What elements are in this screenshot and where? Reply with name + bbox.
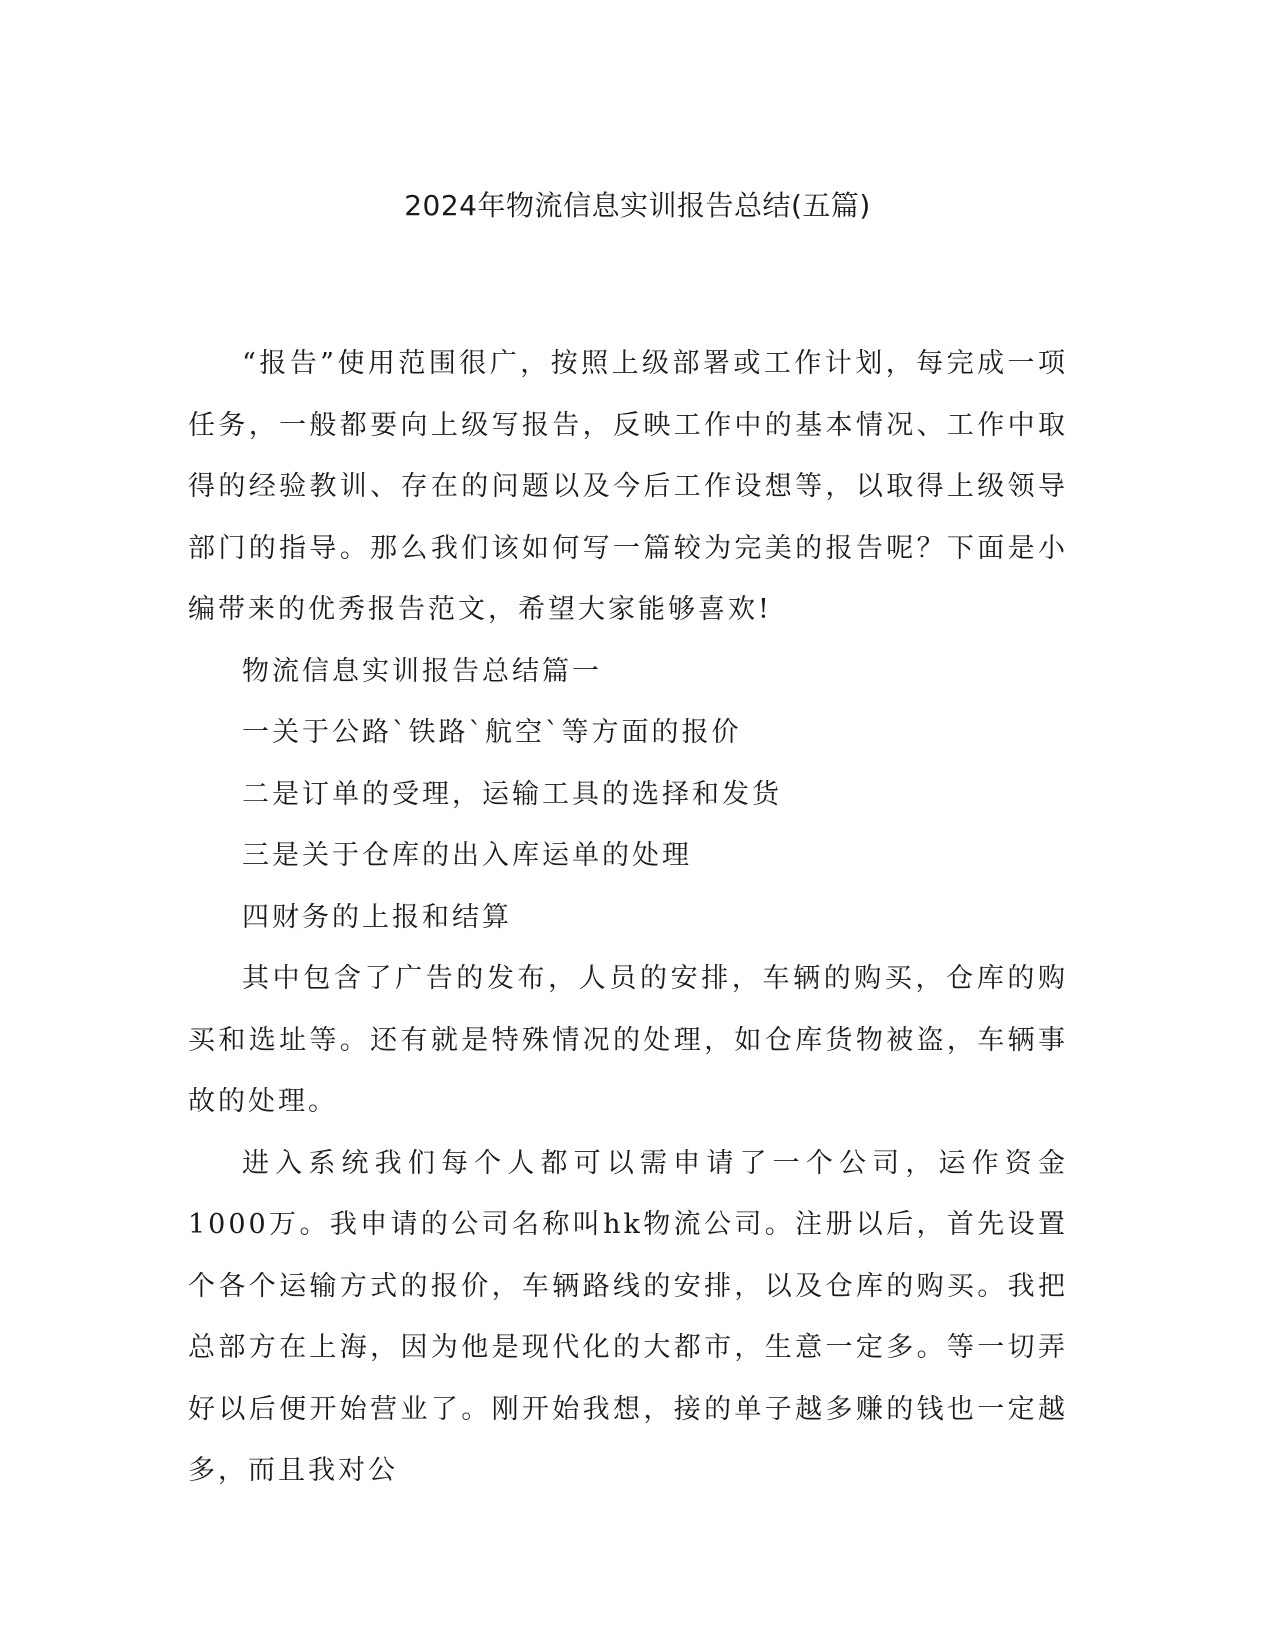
list-item: 三是关于仓库的出入库运单的处理 [242, 840, 692, 871]
list-item: 二是订单的受理，运输工具的选择和发货 [242, 778, 782, 810]
body-paragraph: 其中包含了广告的发布，人员的安排，车辆的购买，仓库的购买和选址等。还有就是特殊情况的处理，如仓库货物被盗，车辆事故的处理。 [188, 963, 1068, 1117]
list-item: 一关于公路`铁路`航空`等方面的报价 [242, 717, 742, 748]
document-title: 2024年物流信息实训报告总结(五篇) [404, 189, 871, 222]
intro-paragraph: “报告”使用范围很广，按照上级部署或工作计划，每完成一项任务，一般都要向上级写报告，反映工作中的基本情况、工作中取得的经验教训、存在的问题以及今后工作设想等，以取得上级领导部门的指导。那么我们该如何写一篇较为完美的报告呢？下面是小编带来的优秀报告范文，希望大家能够喜欢! [188, 348, 1068, 625]
body-paragraph: 进入系统我们每个人都可以需申请了一个公司，运作资金1000万。我申请的公司名称叫hk物流公司。注册以后，首先设置个各个运输方式的报价，车辆路线的安排，以及仓库的购买。我把总部方在上海，因为他是现代化的大都市，生意一定多。等一切弄好以后便开始营业了。刚开始我想，接的单子越多赚的钱也一定越多，而且我对公 [188, 1147, 1068, 1486]
list-item: 四财务的上报和结算 [242, 901, 512, 933]
document-body [188, 333, 1068, 1502]
section-heading: 物流信息实训报告总结篇一 [242, 655, 602, 687]
